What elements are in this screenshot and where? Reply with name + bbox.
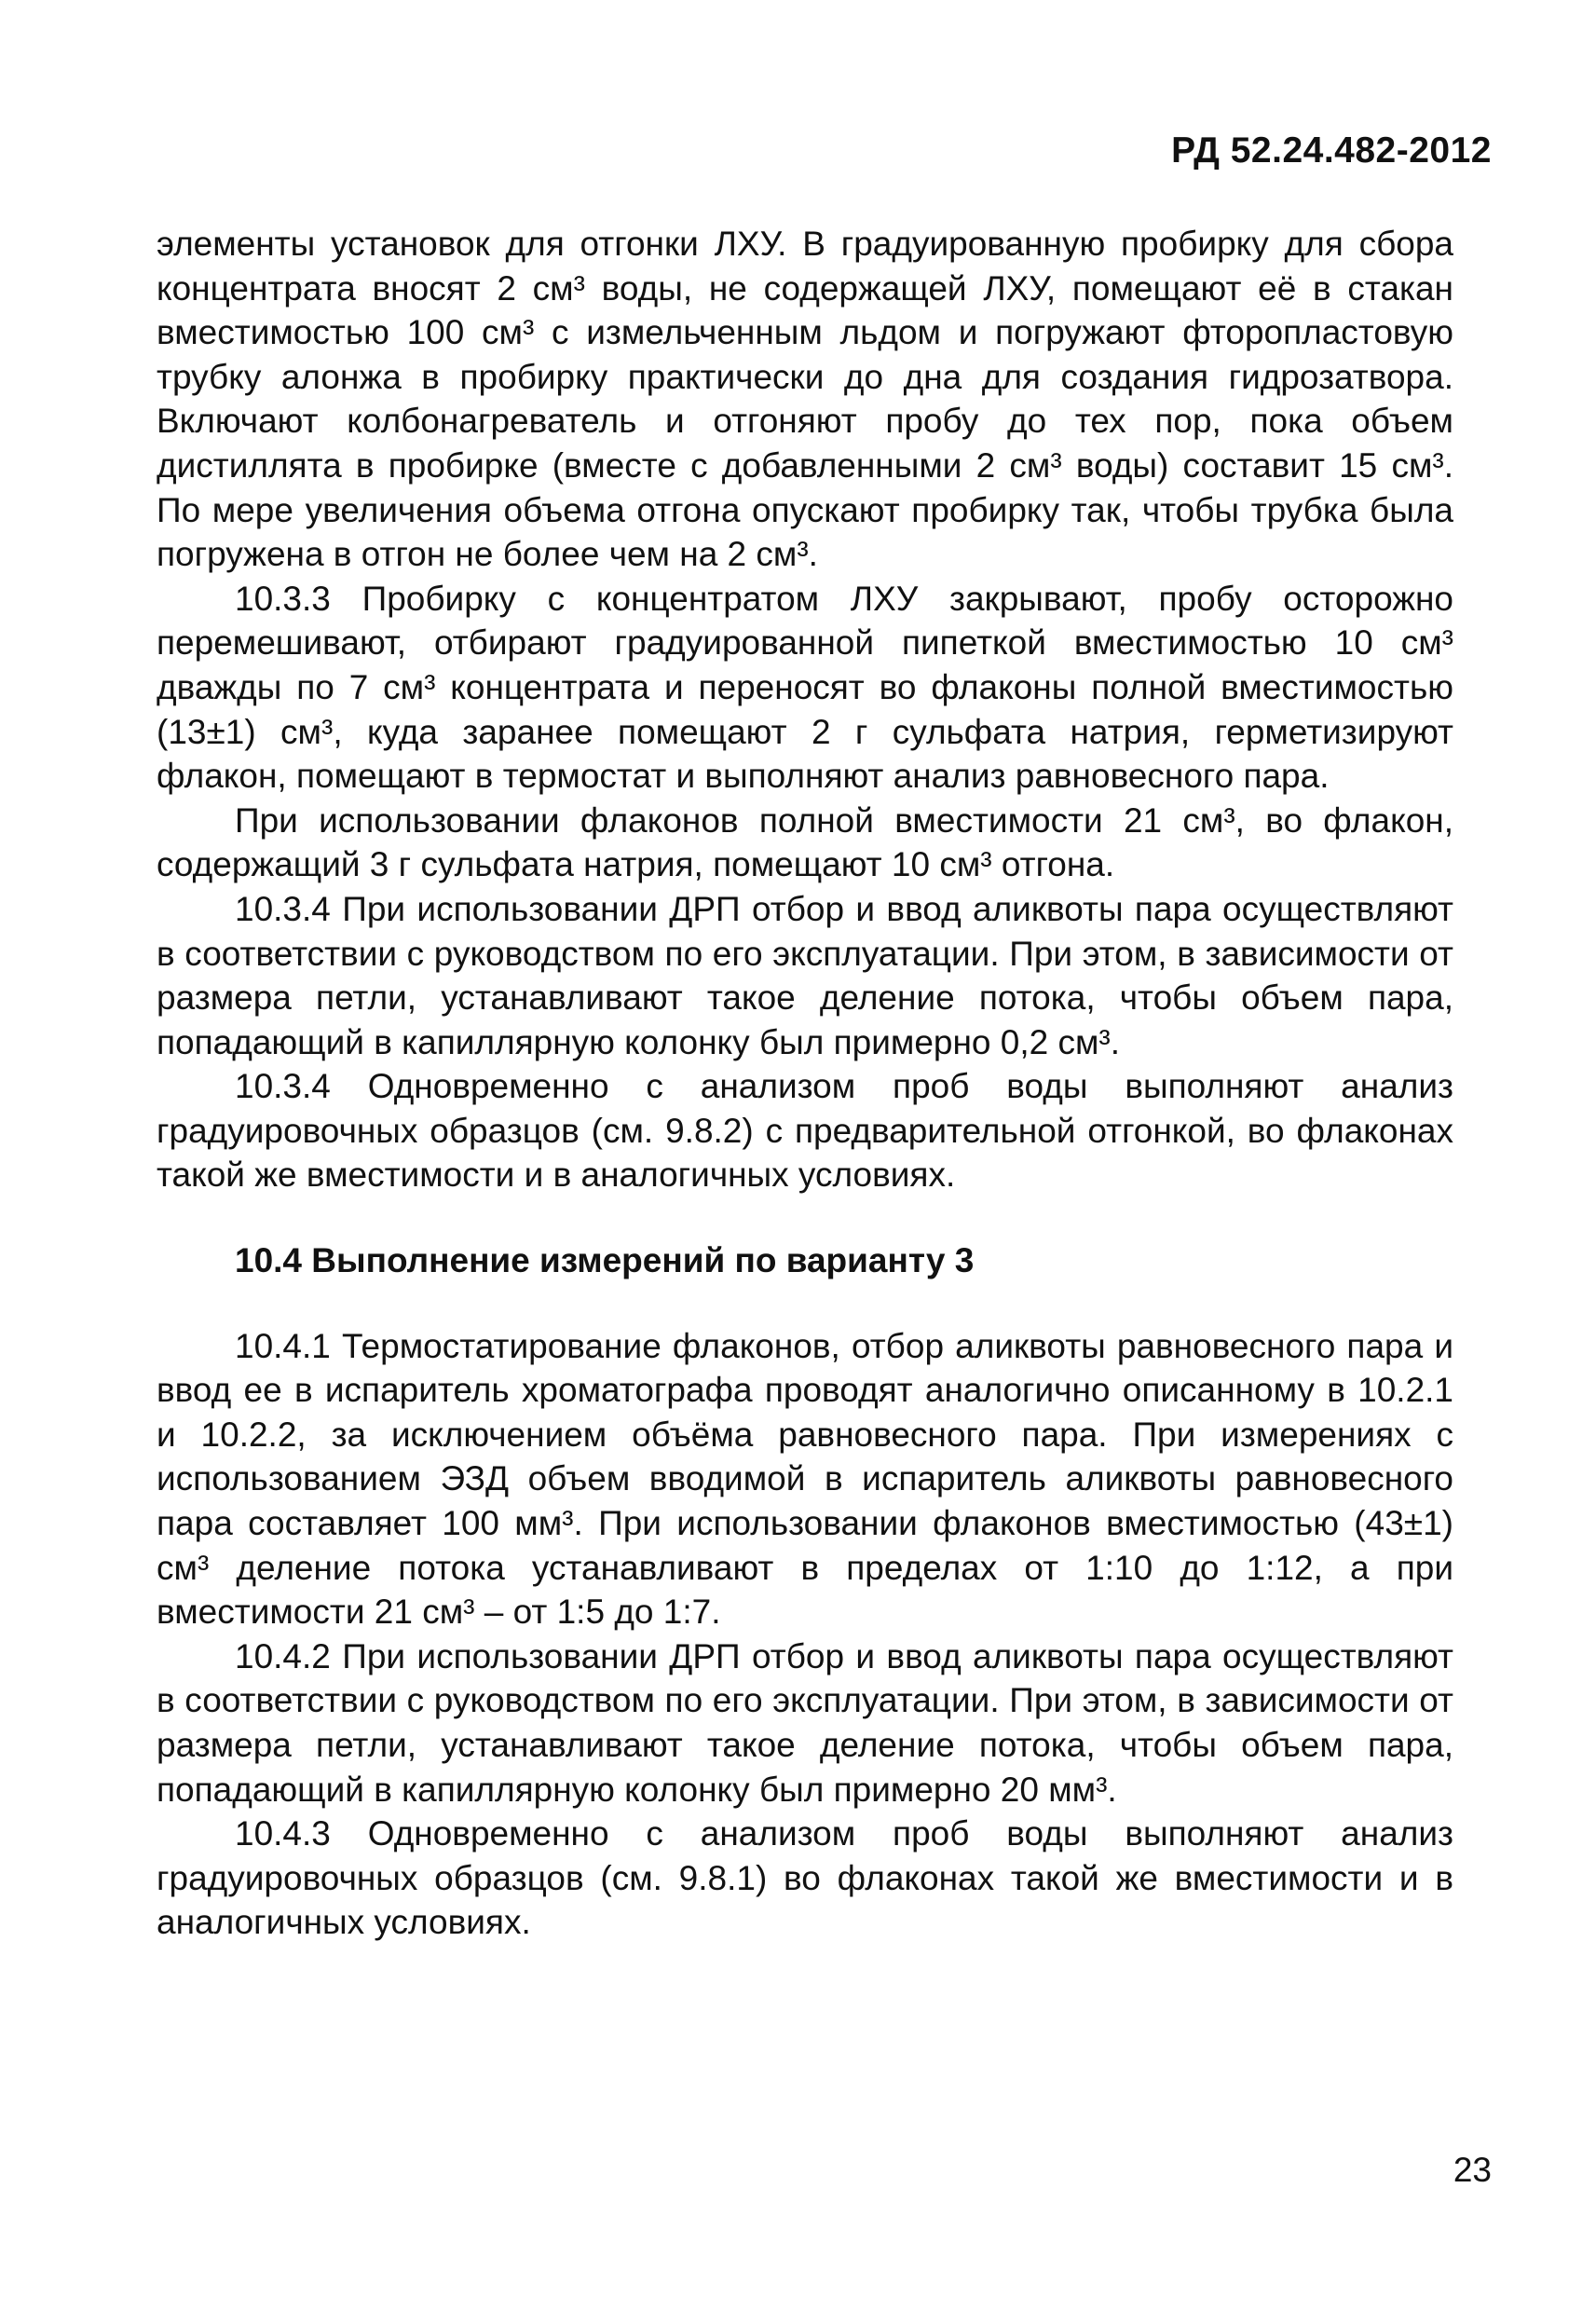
paragraph-10-3-4-drp: 10.3.4 При использовании ДРП отбор и ввод аликвоты пара осуществляют в соответствии с руководством по его эксплуатации. При этом, в зависимости от размера петли, устанавливают такое деление потока, чтобы объем пара, попадающий в капиллярную колонку был примерно 0,2 см³. — [157, 889, 1453, 1061]
paragraph-10-4-1: 10.4.1 Термостатирование флаконов, отбор аликвоты равновесного пара и ввод ее в испаритель хроматографа проводят аналогично описанному в 10.2.1 и 10.2.2, за исключением объёма равновесного пара. При измерениях с использованием ЭЗД объем вводимой в испаритель аликвоты равновесного пара составляет 100 мм³. При использовании флаконов вместимостью (43±1) см³ деление потока устанавливают в пределах от 1:10 до 1:12, а при вместимости 21 см³ – от 1:5 до 1:7. — [157, 1326, 1453, 1632]
paragraph-10-3-3: 10.3.3 Пробирку с концентратом ЛХУ закрывают, пробу осторожно перемешивают, отбирают градуированной пипеткой вместимостью 10 см³ дважды по 7 см³ концентрата и переносят во флаконы полной вместимостью (13±1) см³, куда заранее помещают 2 г сульфата натрия, герметизируют флакон, помещают в термостат и выполняют анализ равновесного пара. — [157, 579, 1453, 796]
paragraph-21cm3-vials: При использовании флаконов полной вместимости 21 см³, во флакон, содержащий 3 г сульфата натрия, помещают 10 см³ отгона. — [157, 800, 1453, 884]
page-body — [157, 222, 1453, 1945]
page-number: 23 — [1453, 2151, 1492, 2189]
section-heading-10-4: 10.4 Выполнение измерений по варианту 3 — [235, 1241, 975, 1280]
paragraph-10-4-3: 10.4.3 Одновременно с анализом проб воды выполняют анализ градуировочных образцов (см. 9.8.1) во флаконах такой же вместимости и в аналогичных условиях. — [157, 1814, 1453, 1942]
paragraph-10-4-2: 10.4.2 При использовании ДРП отбор и ввод аликвоты пара осуществляют в соответствии с руководством по его эксплуатации. При этом, в зависимости от размера петли, устанавливают такое деление потока, чтобы объем пара, попадающий в капиллярную колонку был примерно 20 мм³. — [157, 1636, 1453, 1809]
document-code: РД 52.24.482-2012 — [1171, 130, 1492, 171]
paragraph-lhu-distillation: элементы установок для отгонки ЛХУ. В градуированную пробирку для сбора концентрата вносят 2 см³ воды, не содержащей ЛХУ, помещают её в стакан вместимостью 100 см³ с измельченным льдом и погружают фторопластовую трубку алонжа в пробирку практически до дна для создания гидрозатвора. Включают колбонагреватель и отгоняют пробу до тех пор, пока объем дистиллята в пробирке (вместе с добавленными 2 см³ воды) составит 15 см³. По мере увеличения объема отгона опускают пробирку так, чтобы трубка была погружена в отгон не более чем на 2 см³. — [157, 225, 1453, 574]
paragraph-10-3-4-calibration: 10.3.4 Одновременно с анализом проб воды выполняют анализ градуировочных образцов (см. 9.8.2) с предварительной отгонкой, во флаконах такой же вместимости и в аналогичных условиях. — [157, 1067, 1453, 1195]
